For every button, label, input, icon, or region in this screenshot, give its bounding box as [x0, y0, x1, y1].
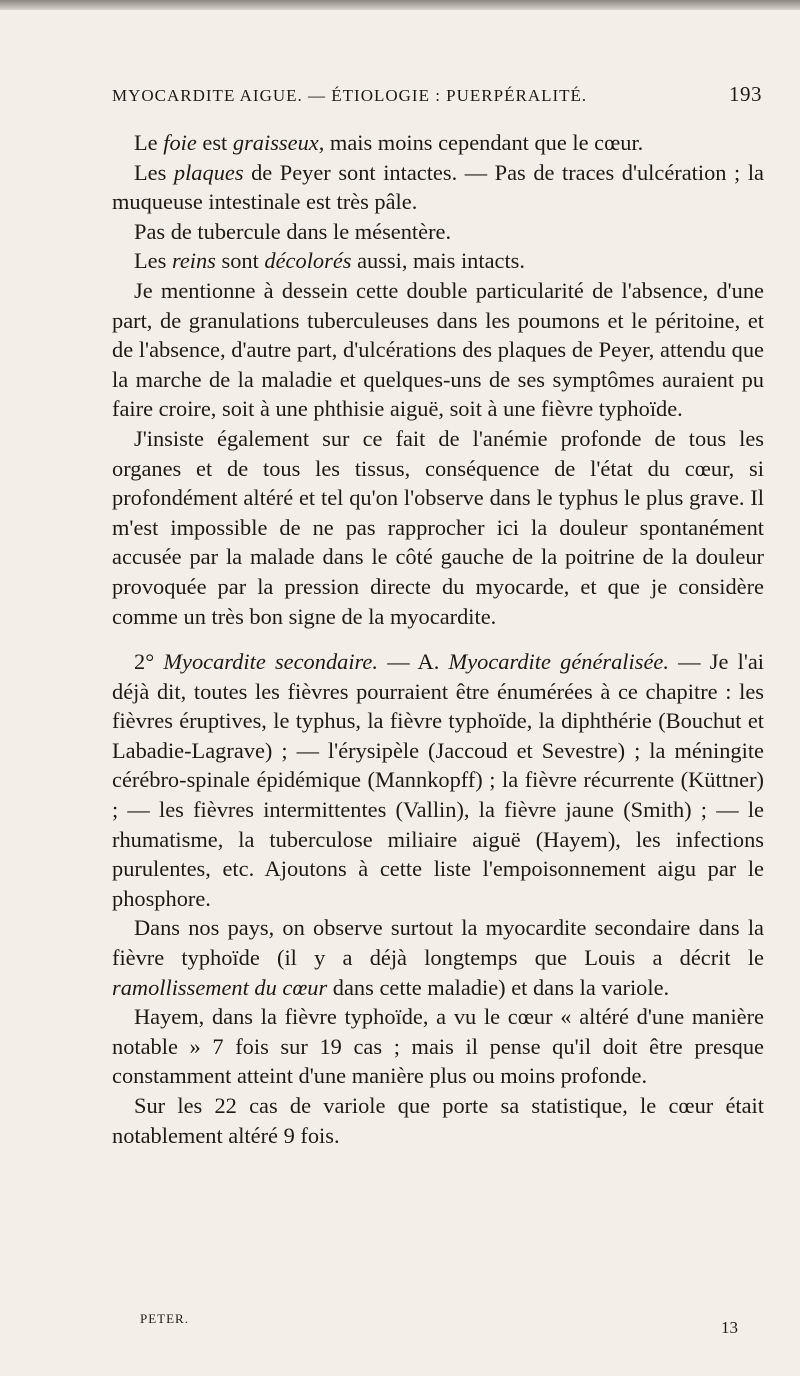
text-run: Pas de tubercule dans le mésentère.	[134, 218, 452, 244]
text-run: Hayem, dans la fièvre typhoïde, a vu le cœur « altéré d'une manière notable » 7 fois sur 19 cas ; mais il pense qu'il doit être presque constamment atteint d'une manière plus ou moins profonde.	[112, 1004, 764, 1089]
body-paragraph	[112, 246, 764, 276]
text-run: aussi, mais intacts.	[351, 248, 525, 274]
page-number: 193	[729, 82, 762, 106]
italic-term: graisseux	[232, 130, 319, 155]
text-run: est	[196, 130, 233, 155]
page-header	[112, 82, 762, 106]
italic-term: reins	[171, 248, 216, 274]
italic-term: Myocardite secondaire.	[163, 649, 378, 675]
text-run: 2°	[134, 649, 164, 675]
text-run: — Je l'ai déjà dit, toutes les fièvres pourraient être énumérées à ce chapitre : les fièvres éruptives, le typhus, la fièvre typhoïde, la diphthérie (Bouchut et Labadie-Lagrave) ; — l'érysipèle (Jaccoud et Sevestre) ; la méningite cérébro-spinale épidémique (Mannkopff) ; la fièvre récurrente (Küttner) ; — les fièvres intermittentes (Vallin), la fièvre jaune (Smith) ; — le rhumatisme, la tuberculose miliaire aiguë (Hayem), les infections purulentes, etc. Ajoutons à cette liste l'empoisonnement aigu par le phosphore.	[112, 649, 765, 911]
body-paragraph	[112, 276, 764, 424]
text-run: Les	[134, 159, 174, 185]
body-paragraph	[112, 128, 764, 158]
signature-mark: PETER.	[140, 1311, 189, 1326]
italic-term: Myocardite généralisée.	[448, 649, 669, 675]
body-paragraph	[112, 647, 764, 913]
text-run: Sur les 22 cas de variole que porte sa statistique, le cœur était notablement altéré 9 fois.	[112, 1093, 764, 1148]
running-title: MYOCARDITE AIGUE. — ÉTIOLOGIE : PUERPÉRALITÉ.	[112, 86, 588, 105]
text-run: dans cette maladie) et dans la variole.	[327, 974, 670, 1000]
body-paragraph	[112, 1002, 764, 1091]
body-paragraph	[112, 913, 764, 1002]
text-run: — A.	[377, 649, 449, 675]
body-paragraph	[112, 424, 764, 631]
body-paragraph	[112, 1091, 764, 1150]
text-run: J'insiste également sur ce fait de l'anémie profonde de tous les organes et de tous les tissus, conséquence de l'état du cœur, si profondément altéré et tel qu'on l'observe dans le typhus le plus grave. Il m'est impossible de ne pas rapprocher ici la douleur spontanément accusée par la malade dans le côté gauche de la poitrine de la douleur provoquée par la pression directe du myocarde, et que je considère comme un très bon signe de la myocardite.	[112, 425, 764, 629]
text-run: Dans nos pays, on observe surtout la myocardite secondaire dans la fièvre typhoïde (il y a déjà longtemps que Louis a décrit le	[112, 915, 764, 971]
italic-term: plaques	[173, 159, 244, 185]
italic-term: ramollissement du cœur	[112, 974, 328, 1000]
italic-term: foie	[163, 130, 197, 155]
body-paragraph	[112, 158, 764, 217]
text-run: sont	[215, 248, 265, 274]
text-run: de Peyer sont intactes. — Pas de traces d'ulcération ; la muqueuse intestinale est très pâle.	[112, 159, 764, 215]
text-run: , mais moins cependant que le cœur.	[318, 130, 644, 155]
text-run: Je mentionne à dessein cette double particularité de l'absence, d'une part, de granulations tuberculeuses dans les poumons et le péritoine, et de l'absence, d'autre part, d'ulcérations des plaques de Peyer, attendu que la marche de la maladie et quelques-uns de ses symptômes auraient pu faire croire, soit à une phthisie aiguë, soit à une fièvre typhoïde.	[112, 277, 764, 422]
body-text	[112, 128, 764, 1150]
page-footer	[140, 1310, 760, 1337]
text-run: Le	[134, 130, 164, 155]
text-run: Les	[134, 248, 172, 274]
sheet-number: 13	[721, 1318, 738, 1337]
italic-term: décolorés	[264, 248, 352, 274]
body-paragraph	[112, 217, 764, 247]
